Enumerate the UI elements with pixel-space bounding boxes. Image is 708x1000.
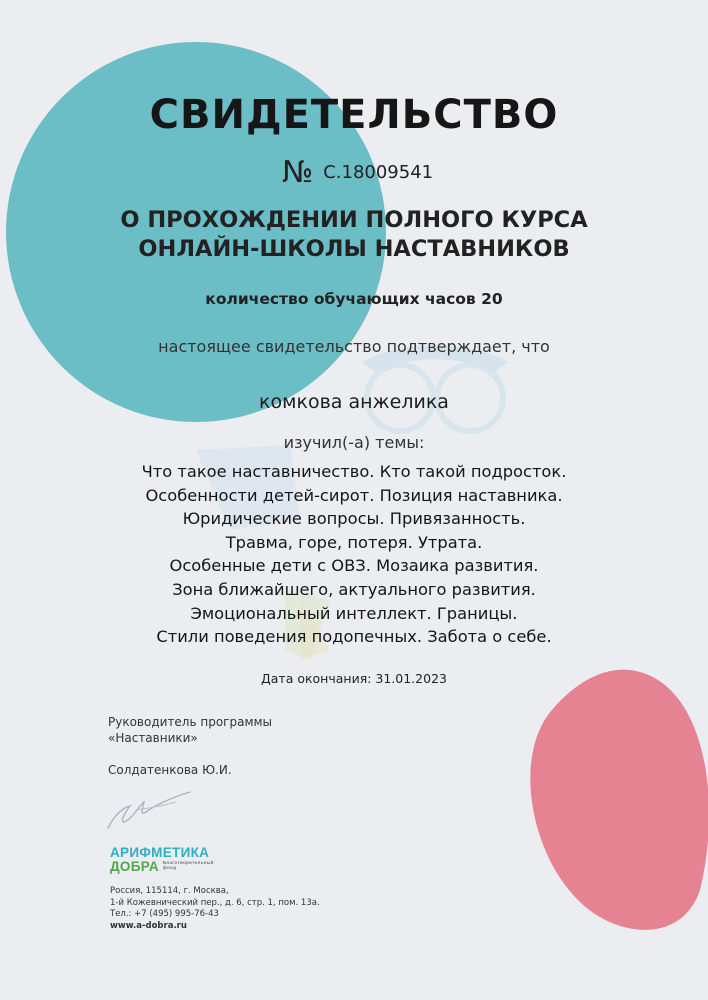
program-head-title [108, 714, 272, 746]
studied-label: изучил(-а) темы: [283, 433, 425, 452]
number-sign: № [282, 155, 314, 190]
logo-line-2: ДОБРА [110, 859, 159, 874]
end-date [0, 671, 708, 686]
course-title-line-2: ОНЛАЙН-ШКОЛЫ НАСТАВНИКОВ [138, 236, 570, 262]
address-line-1: Россия, 115114, г. Москва, [110, 886, 229, 896]
logo-line-1: АРИФМЕТИКА [110, 845, 210, 860]
topic-item: Особенности детей-сирот. Позиция наставника. [145, 485, 563, 505]
certificate-number [282, 155, 433, 190]
topic-item: Зона ближайшего, актуального развития. [172, 579, 536, 599]
topic-item: Стили поведения подопечных. Забота о себе. [156, 627, 552, 647]
topic-item: Юридические вопросы. Привязанность. [182, 509, 526, 529]
topic-item: Что такое наставничество. Кто такой подросток. [141, 462, 567, 481]
course-title-line-1: О ПРОХОЖДЕНИИ ПОЛНОГО КУРСА [120, 207, 588, 233]
address-line-2: 1-й Кожевнический пер., д. 6, стр. 1, пом. 13а. [110, 897, 320, 908]
program-head-title-line-2: «Наставники» [108, 731, 198, 745]
topic-item: Особенные дети с ОВЗ. Мозаика развития. [169, 556, 539, 576]
program-head-name: Солдатенкова Ю.И. [108, 763, 232, 777]
study-hours: количество обучающих часов 20 [205, 290, 503, 308]
arifmetika-dobra-logo [110, 845, 214, 874]
topic-item: Эмоциональный интеллект. Границы. [190, 603, 518, 623]
pink-blob [530, 670, 708, 930]
end-date-label: Дата окончания: [261, 671, 372, 686]
program-head-title-line-1: Руководитель программы [108, 715, 273, 729]
signature-icon [100, 780, 200, 840]
phone-number: Тел.: +7 (495) 995-76-43 [110, 909, 219, 919]
logo-subtitle: Благотворительный фонд [162, 860, 214, 870]
confirmation-text: настоящее свидетельство подтверждает, что [158, 337, 550, 356]
certificate-number-value: С.18009541 [323, 162, 434, 183]
end-date-value: 31.01.2023 [375, 671, 447, 686]
certificate-title: СВИДЕТЕЛЬСТВО [149, 92, 559, 138]
topics-list [0, 460, 708, 649]
topic-item: Травма, горе, потеря. Утрата. [225, 532, 483, 552]
recipient-name: комкова анжелика [259, 391, 449, 413]
organization-contacts [110, 886, 320, 932]
website-link[interactable]: www.a-dobra.ru [110, 920, 187, 931]
course-title [0, 206, 708, 264]
